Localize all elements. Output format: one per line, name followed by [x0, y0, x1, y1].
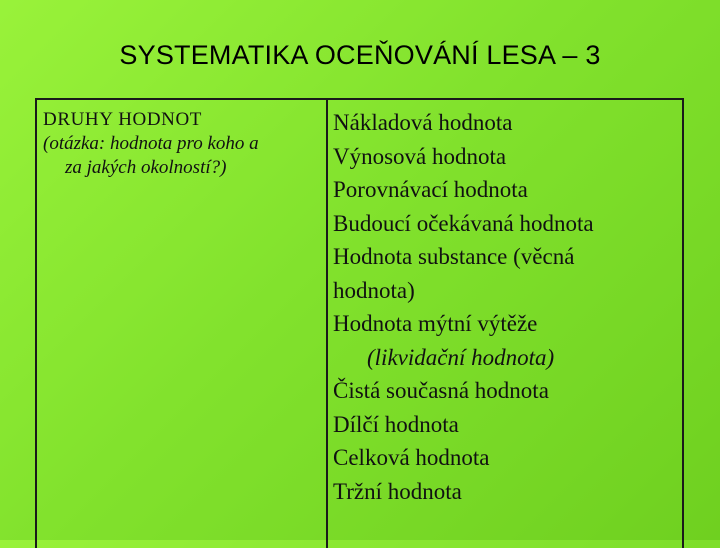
right-column-cell: [333, 106, 683, 508]
value-item-future-expected: Budoucí očekávaná hodnota: [333, 210, 594, 236]
value-types-table: [35, 98, 684, 548]
value-item-liquidation: (likvidační hodnota): [367, 344, 555, 370]
slide-title: SYSTEMATIKA OCEŇOVÁNÍ LESA – 3: [119, 40, 601, 70]
value-item-substance-cont: hodnota): [333, 277, 415, 303]
value-item-total: Celková hodnota: [333, 445, 490, 470]
left-column-cell: [43, 108, 328, 180]
value-item-comparative: Porovnávací hodnota: [333, 177, 528, 202]
question-line-1: (otázka: hodnota pro koho a: [43, 133, 259, 154]
value-item-yield: Výnosová hodnota: [333, 143, 507, 169]
value-item-net-present: Čistá současná hodnota: [333, 378, 549, 403]
question-line-2: za jakých okolností?): [65, 157, 227, 178]
value-item-felling: Hodnota mýtní výtěže: [333, 311, 538, 336]
value-item-partial: Dílčí hodnota: [333, 411, 459, 437]
value-item-costs: Nákladová hodnota: [333, 110, 513, 135]
value-item-market: Tržní hodnota: [333, 478, 462, 504]
value-item-substance: Hodnota substance (věcná: [333, 244, 575, 269]
column-heading: DRUHY HODNOT: [43, 109, 203, 130]
